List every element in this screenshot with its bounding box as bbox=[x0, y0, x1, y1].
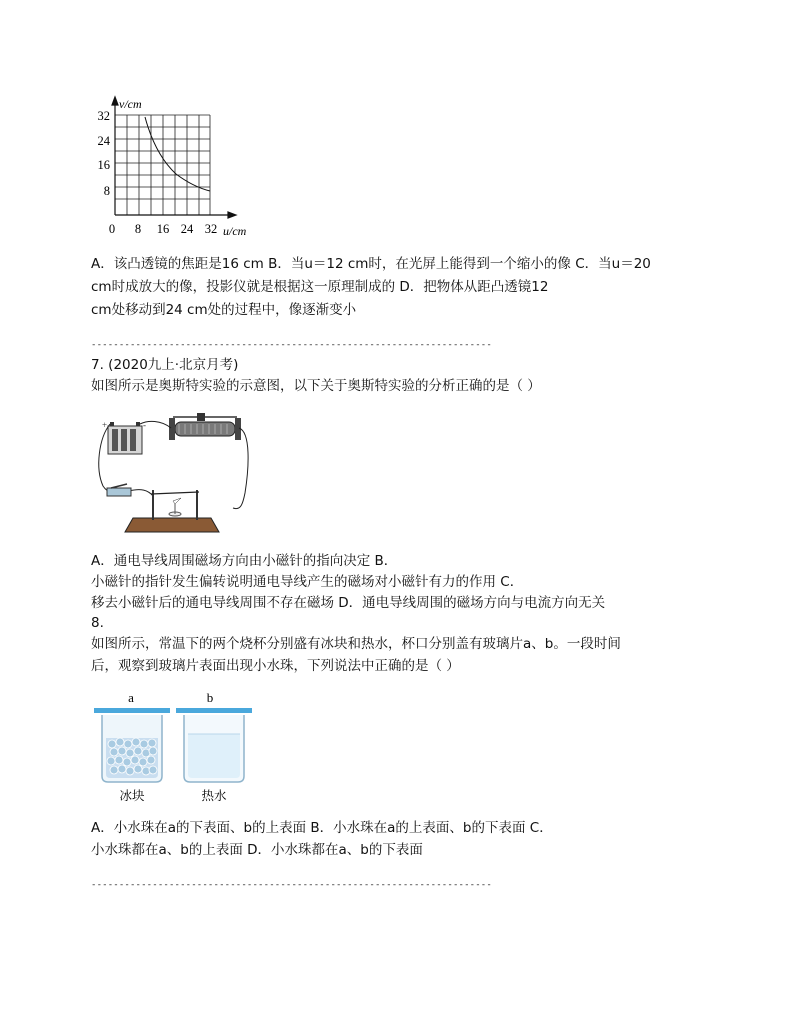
y-tick-32: 32 bbox=[97, 109, 110, 123]
caption-hot-water: 热水 bbox=[201, 788, 227, 803]
x-tick-8: 8 bbox=[134, 222, 142, 236]
q7-options-line-2: 小磁针的指针发生偏转说明通电导线产生的磁场对小磁针有力的作用 C． bbox=[91, 574, 524, 590]
rheostat-icon bbox=[169, 413, 241, 440]
y-tick-24: 24 bbox=[97, 134, 110, 148]
image-distance-curve bbox=[145, 117, 210, 191]
q6-options-line-3: cm处移动到24 cm处的过程中，像逐渐变小 bbox=[91, 302, 357, 318]
q7-stem: 如图所示是奥斯特实验的示意图，以下关于奥斯特实验的分析正确的是（ ） bbox=[91, 378, 541, 394]
svg-text:-: - bbox=[143, 420, 146, 430]
graph-grid bbox=[115, 115, 210, 215]
switch-icon bbox=[107, 484, 131, 496]
x-tick-0: 0 bbox=[108, 222, 116, 236]
q7-header: 7. (2020九上·北京月考) bbox=[91, 357, 239, 373]
beakers-figure bbox=[92, 688, 258, 806]
x-tick-labels bbox=[109, 222, 217, 236]
q8-number: 8. bbox=[91, 615, 104, 631]
caption-ice: 冰块 bbox=[119, 788, 145, 803]
glass-plate-b bbox=[176, 708, 252, 713]
separator-line: ------------------------------------------------------------------------ bbox=[91, 340, 492, 350]
q7-options-line-1: A．通电导线周围磁场方向由小磁针的指向决定 B． bbox=[91, 553, 398, 569]
q8-stem-line-2: 后，观察到玻璃片表面出现小水珠，下列说法中正确的是（ ） bbox=[91, 658, 460, 674]
q7-options-line-3: 移去小磁针后的通电导线周围不存在磁场 D．通电导线周围的磁场方向与电流方向无关 bbox=[91, 595, 606, 611]
separator-line-2: ------------------------------------------------------------------------ bbox=[91, 880, 492, 890]
x-tick-16: 16 bbox=[156, 222, 170, 236]
q6-options-line-2: cm时成放大的像，投影仪就是根据这一原理制成的 D．把物体从距凸透镜12 bbox=[91, 279, 549, 295]
wire-stand-icon bbox=[125, 490, 219, 532]
glass-plate-a bbox=[94, 708, 170, 713]
q6-options-line-1: A．该凸透镜的焦距是16 cm B．当u＝12 cm时，在光屏上能得到一个缩小的像 C．当u＝20 bbox=[91, 256, 651, 272]
y-tick-16: 16 bbox=[97, 158, 110, 172]
lens-graph bbox=[92, 95, 262, 240]
y-tick-8: 8 bbox=[103, 184, 110, 198]
x-tick-24: 24 bbox=[180, 222, 194, 236]
y-axis-label: v/cm bbox=[119, 97, 142, 111]
beaker-b-icon bbox=[176, 708, 252, 782]
q8-options-line-1: A．小水珠在a的下表面、b的上表面 B．小水珠在a的上表面、b的下表面 C． bbox=[91, 820, 553, 836]
magnetic-needle-icon bbox=[169, 498, 181, 516]
label-a: a bbox=[128, 690, 134, 705]
q8-stem-line-1: 如图所示，常温下的两个烧杯分别盛有冰块和热水，杯口分别盖有玻璃片a、b。一段时间 bbox=[91, 636, 621, 652]
oersted-experiment-figure bbox=[93, 408, 263, 538]
q8-options-line-2: 小水珠都在a、b的上表面 D．小水珠都在a、b的下表面 bbox=[91, 842, 423, 858]
label-b: b bbox=[206, 690, 214, 705]
beaker-a-icon bbox=[94, 708, 170, 782]
svg-text:+: + bbox=[102, 420, 108, 430]
y-tick-labels bbox=[98, 109, 111, 198]
x-axis-label: u/cm bbox=[223, 224, 247, 238]
x-tick-32: 32 bbox=[204, 222, 218, 236]
